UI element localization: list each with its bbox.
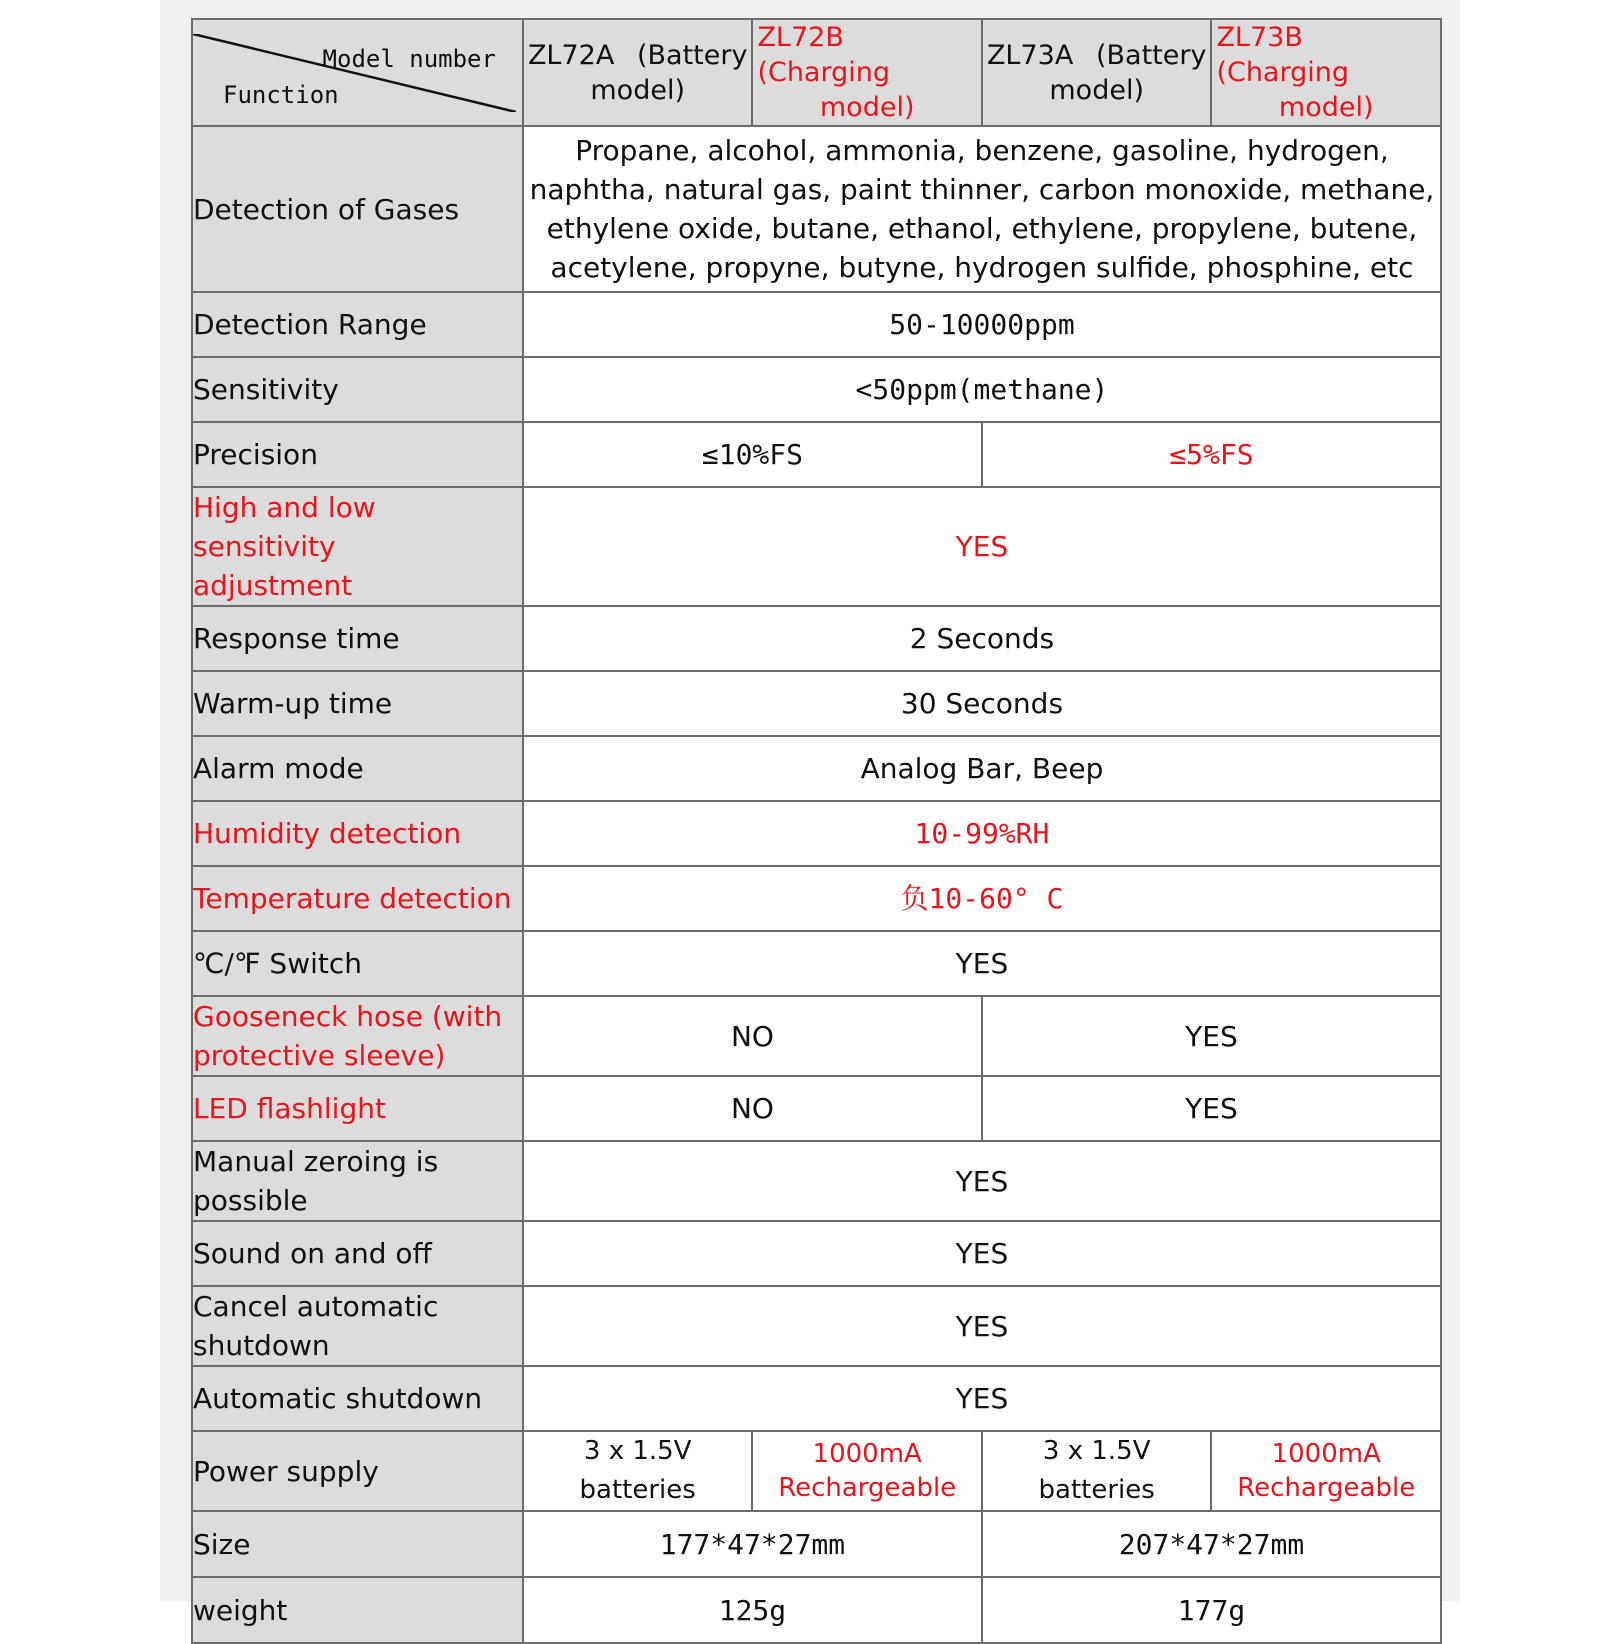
value-detection-gases: Propane, alcohol, ammonia, benzene, gasoline, hydrogen, naphtha, natural gas, paint thinner, carbon monoxide, methane, ethylene oxide, butane, ethanol, ethylene, propylene, butene, acetylene, propyne, butyne, hydrogen sulfide, phosphine, etc xyxy=(523,126,1441,292)
label-weight: weight xyxy=(192,1577,523,1643)
value-weight-zl73: 177g xyxy=(982,1577,1441,1643)
label-line-1: Cancel automatic xyxy=(193,1290,439,1323)
value-temperature-detection: 负10-60° C xyxy=(523,866,1441,931)
label-manual-zeroing xyxy=(192,1141,523,1221)
value-detection-range: 50-10000ppm xyxy=(523,292,1441,357)
rech-capacity: 1000mA xyxy=(812,1439,922,1469)
label-sensitivity: Sensitivity xyxy=(192,357,523,422)
model-type-end: model) xyxy=(1278,92,1374,123)
label-high-low-sensitivity xyxy=(192,487,523,606)
model-type: (Charging xyxy=(757,57,890,88)
model-type-end: model) xyxy=(590,74,685,106)
value-manual-zeroing: YES xyxy=(523,1141,1441,1221)
model-name: ZL72B xyxy=(757,22,844,53)
row-response-time xyxy=(192,606,1441,671)
value-sensitivity: <50ppm(methane) xyxy=(523,357,1441,422)
corner-header-cell xyxy=(192,19,523,126)
row-alarm-mode xyxy=(192,736,1441,801)
label-response-time: Response time xyxy=(192,606,523,671)
row-detection-gases xyxy=(192,126,1441,292)
row-gooseneck-hose xyxy=(192,996,1441,1076)
label-warmup-time: Warm-up time xyxy=(192,671,523,736)
label-cancel-auto-shutdown xyxy=(192,1286,523,1366)
model-type: (Battery xyxy=(636,39,748,71)
label-temperature-detection: Temperature detection xyxy=(192,866,523,931)
model-header-zl72a xyxy=(523,19,753,126)
model-name: ZL73B xyxy=(1216,22,1303,53)
label-cf-switch: ℃/℉ Switch xyxy=(192,931,523,996)
row-weight xyxy=(192,1577,1441,1643)
value-precision-zl73: ≤5%FS xyxy=(982,422,1441,487)
value-size-zl73: 207*47*27mm xyxy=(982,1511,1441,1577)
row-sound-toggle xyxy=(192,1221,1441,1286)
row-size xyxy=(192,1511,1441,1577)
value-cf-switch: YES xyxy=(523,931,1441,996)
spec-table xyxy=(191,18,1442,1644)
label-gooseneck-hose xyxy=(192,996,523,1076)
model-header-zl73b xyxy=(1211,19,1441,126)
row-manual-zeroing xyxy=(192,1141,1441,1221)
model-type-end: model) xyxy=(819,92,915,123)
value-cancel-auto-shutdown: YES xyxy=(523,1286,1441,1366)
label-line-2: adjustment xyxy=(193,569,353,602)
model-number-caption: Model number xyxy=(322,44,496,73)
value-response-time: 2 Seconds xyxy=(523,606,1441,671)
rech-capacity: 1000mA xyxy=(1271,1439,1381,1469)
label-humidity-detection: Humidity detection xyxy=(192,801,523,866)
function-caption: Function xyxy=(223,80,339,109)
value-warmup-time: 30 Seconds xyxy=(523,671,1441,736)
rech-label: Rechargeable xyxy=(778,1473,957,1503)
row-warmup-time xyxy=(192,671,1441,736)
label-power-supply: Power supply xyxy=(192,1431,523,1511)
value-power-zl72a: 3 x 1.5V batteries xyxy=(523,1431,753,1511)
value-power-zl73b xyxy=(1211,1431,1441,1511)
value-gooseneck-zl73: YES xyxy=(982,996,1441,1076)
value-sound-toggle: YES xyxy=(523,1221,1441,1286)
rech-label: Rechargeable xyxy=(1237,1473,1416,1503)
value-gooseneck-zl72: NO xyxy=(523,996,982,1076)
value-alarm-mode: Analog Bar, Beep xyxy=(523,736,1441,801)
label-detection-gases: Detection of Gases xyxy=(192,126,523,292)
row-humidity-detection xyxy=(192,801,1441,866)
model-name: ZL73A xyxy=(986,39,1074,71)
value-size-zl72: 177*47*27mm xyxy=(523,1511,982,1577)
model-header-zl73a xyxy=(982,19,1212,126)
value-flashlight-zl73: YES xyxy=(982,1076,1441,1141)
label-line-2: shutdown xyxy=(193,1329,330,1362)
row-precision xyxy=(192,422,1441,487)
label-alarm-mode: Alarm mode xyxy=(192,736,523,801)
label-sound-toggle: Sound on and off xyxy=(192,1221,523,1286)
row-cancel-auto-shutdown xyxy=(192,1286,1441,1366)
label-line-2: possible xyxy=(193,1184,308,1217)
model-type-end: model) xyxy=(1049,74,1144,106)
label-auto-shutdown: Automatic shutdown xyxy=(192,1366,523,1431)
value-power-zl72b xyxy=(752,1431,982,1511)
label-line-1: High and low sensitivity xyxy=(193,491,376,563)
row-detection-range xyxy=(192,292,1441,357)
value-auto-shutdown: YES xyxy=(523,1366,1441,1431)
row-auto-shutdown xyxy=(192,1366,1441,1431)
label-size: Size xyxy=(192,1511,523,1577)
row-led-flashlight xyxy=(192,1076,1441,1141)
row-power-supply xyxy=(192,1431,1441,1511)
value-high-low-sensitivity: YES xyxy=(523,487,1441,606)
label-led-flashlight: LED flashlight xyxy=(192,1076,523,1141)
label-precision: Precision xyxy=(192,422,523,487)
model-name: ZL72A xyxy=(527,39,615,71)
label-line-1: Gooseneck hose (with xyxy=(193,1000,503,1033)
row-sensitivity xyxy=(192,357,1441,422)
row-cf-switch xyxy=(192,931,1441,996)
row-temperature-detection xyxy=(192,866,1441,931)
value-weight-zl72: 125g xyxy=(523,1577,982,1643)
value-precision-zl72: ≤10%FS xyxy=(523,422,982,487)
value-humidity-detection: 10-99%RH xyxy=(523,801,1441,866)
model-type: (Battery xyxy=(1095,39,1207,71)
value-flashlight-zl72: NO xyxy=(523,1076,982,1141)
header-row xyxy=(192,19,1441,126)
label-line-2: protective sleeve) xyxy=(193,1039,446,1072)
value-power-zl73a: 3 x 1.5V batteries xyxy=(982,1431,1212,1511)
label-detection-range: Detection Range xyxy=(192,292,523,357)
model-header-zl72b xyxy=(752,19,982,126)
row-high-low-sensitivity xyxy=(192,487,1441,606)
label-line-1: Manual zeroing is xyxy=(193,1145,439,1178)
model-type: (Charging xyxy=(1216,57,1349,88)
